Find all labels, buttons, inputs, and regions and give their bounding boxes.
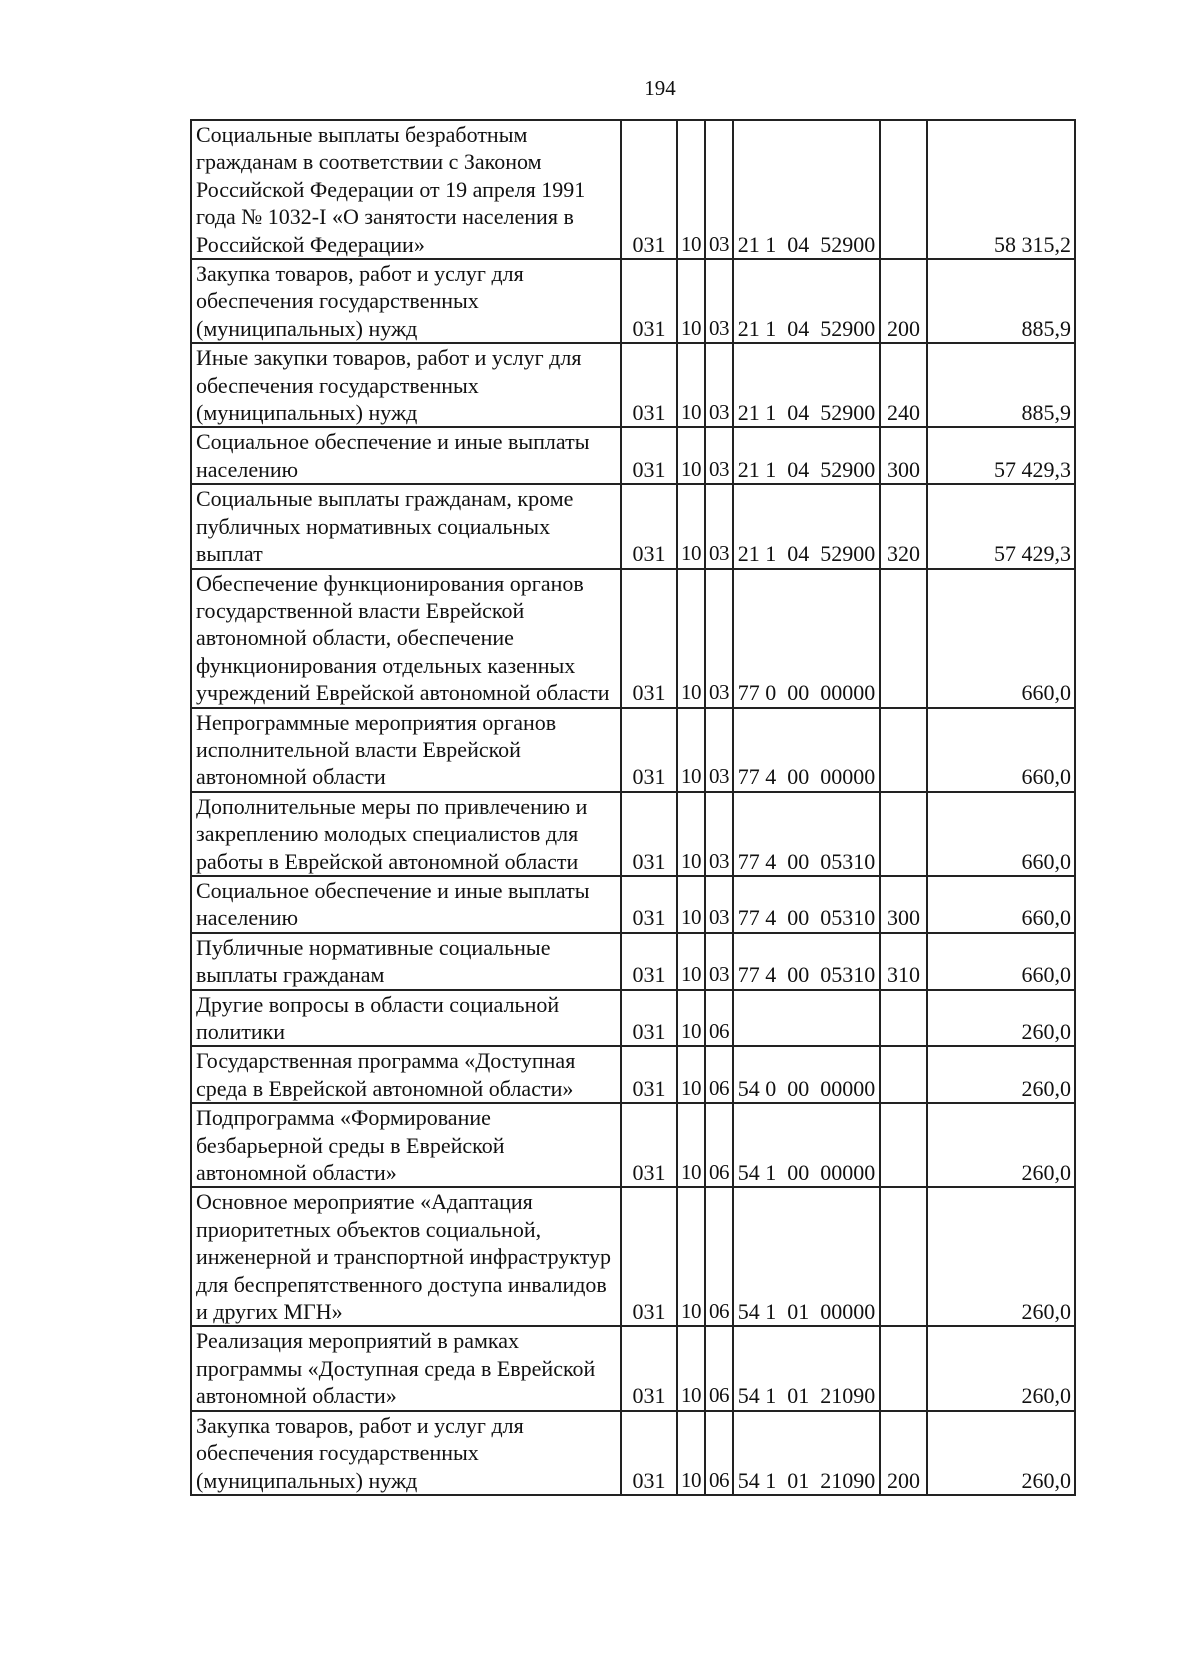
cell-target-code: 54 1 01 21090 — [733, 1326, 880, 1410]
cell-amount: 260,0 — [927, 990, 1075, 1047]
cell-subsection: 03 — [705, 876, 733, 933]
cell-ministry: 031 — [621, 343, 677, 427]
table-row — [191, 120, 1075, 259]
cell-ministry: 031 — [621, 484, 677, 568]
cell-expense-type — [880, 990, 927, 1047]
cell-ministry: 031 — [621, 1046, 677, 1103]
cell-section: 10 — [677, 933, 705, 990]
cell-target-code: 54 1 00 00000 — [733, 1103, 880, 1187]
table-row — [191, 484, 1075, 568]
cell-subsection: 03 — [705, 259, 733, 343]
cell-amount: 885,9 — [927, 343, 1075, 427]
page-number: 194 — [644, 76, 676, 100]
cell-ministry: 031 — [621, 792, 677, 876]
cell-section: 10 — [677, 876, 705, 933]
cell-expense-type — [880, 1326, 927, 1410]
cell-name: Иные закупки товаров, работ и услуг для обеспечения государственных (муниципальных) нужд — [191, 343, 621, 427]
cell-ministry: 031 — [621, 259, 677, 343]
cell-section: 10 — [677, 708, 705, 792]
cell-amount: 660,0 — [927, 876, 1075, 933]
cell-section: 10 — [677, 1046, 705, 1103]
cell-amount: 660,0 — [927, 569, 1075, 708]
cell-subsection: 03 — [705, 427, 733, 484]
cell-section: 10 — [677, 1326, 705, 1410]
cell-section: 10 — [677, 792, 705, 876]
table-row — [191, 708, 1075, 792]
cell-amount: 58 315,2 — [927, 120, 1075, 259]
cell-target-code: 77 4 00 00000 — [733, 708, 880, 792]
cell-subsection: 03 — [705, 484, 733, 568]
cell-name: Государственная программа «Доступная среда в Еврейской автономной области» — [191, 1046, 621, 1103]
cell-amount: 660,0 — [927, 708, 1075, 792]
table-row — [191, 933, 1075, 990]
cell-section: 10 — [677, 1187, 705, 1326]
table-row — [191, 343, 1075, 427]
cell-ministry: 031 — [621, 569, 677, 708]
cell-amount: 660,0 — [927, 933, 1075, 990]
table-row — [191, 792, 1075, 876]
cell-target-code: 21 1 04 52900 — [733, 120, 880, 259]
cell-ministry: 031 — [621, 990, 677, 1047]
cell-expense-type: 200 — [880, 1411, 927, 1495]
cell-expense-type: 300 — [880, 427, 927, 484]
cell-section: 10 — [677, 343, 705, 427]
cell-amount: 260,0 — [927, 1046, 1075, 1103]
cell-ministry: 031 — [621, 1326, 677, 1410]
cell-name: Публичные нормативные социальные выплаты гражданам — [191, 933, 621, 990]
cell-expense-type — [880, 1103, 927, 1187]
cell-ministry: 031 — [621, 708, 677, 792]
table-row — [191, 1046, 1075, 1103]
cell-ministry: 031 — [621, 1103, 677, 1187]
table-row — [191, 569, 1075, 708]
table-row — [191, 1326, 1075, 1410]
cell-subsection: 03 — [705, 569, 733, 708]
cell-amount: 260,0 — [927, 1411, 1075, 1495]
table-row — [191, 1411, 1075, 1495]
cell-ministry: 031 — [621, 120, 677, 259]
budget-table-body — [191, 120, 1075, 1495]
cell-expense-type — [880, 792, 927, 876]
cell-name: Социальное обеспечение и иные выплаты населению — [191, 876, 621, 933]
cell-expense-type — [880, 1187, 927, 1326]
cell-subsection: 03 — [705, 120, 733, 259]
cell-name: Закупка товаров, работ и услуг для обеспечения государственных (муниципальных) нужд — [191, 259, 621, 343]
cell-name: Другие вопросы в области социальной политики — [191, 990, 621, 1047]
table-row — [191, 990, 1075, 1047]
budget-table — [190, 119, 1076, 1496]
cell-amount: 57 429,3 — [927, 484, 1075, 568]
cell-section: 10 — [677, 259, 705, 343]
cell-name: Основное мероприятие «Адаптация приоритетных объектов социальной, инженерной и транспортной инфраструктур для беспрепятственного доступа инвалидов и других МГН» — [191, 1187, 621, 1326]
cell-subsection: 03 — [705, 708, 733, 792]
cell-target-code: 21 1 04 52900 — [733, 427, 880, 484]
cell-amount: 660,0 — [927, 792, 1075, 876]
cell-section: 10 — [677, 427, 705, 484]
cell-expense-type: 310 — [880, 933, 927, 990]
cell-expense-type — [880, 708, 927, 792]
cell-section: 10 — [677, 120, 705, 259]
cell-amount: 885,9 — [927, 259, 1075, 343]
table-row — [191, 1103, 1075, 1187]
cell-ministry: 031 — [621, 933, 677, 990]
cell-target-code: 77 4 00 05310 — [733, 876, 880, 933]
cell-amount: 260,0 — [927, 1326, 1075, 1410]
table-row — [191, 259, 1075, 343]
cell-name: Обеспечение функционирования органов государственной власти Еврейской автономной области, обеспечение функционирования отдельных казенных учреждений Еврейской автономной области — [191, 569, 621, 708]
cell-ministry: 031 — [621, 1187, 677, 1326]
cell-amount: 260,0 — [927, 1187, 1075, 1326]
cell-target-code: 21 1 04 52900 — [733, 343, 880, 427]
cell-target-code: 21 1 04 52900 — [733, 484, 880, 568]
table-row — [191, 876, 1075, 933]
cell-name: Непрограммные мероприятия органов исполнительной власти Еврейской автономной области — [191, 708, 621, 792]
cell-section: 10 — [677, 1411, 705, 1495]
cell-name: Социальное обеспечение и иные выплаты населению — [191, 427, 621, 484]
cell-subsection: 06 — [705, 990, 733, 1047]
cell-expense-type — [880, 120, 927, 259]
cell-target-code: 21 1 04 52900 — [733, 259, 880, 343]
cell-section: 10 — [677, 484, 705, 568]
cell-amount: 260,0 — [927, 1103, 1075, 1187]
cell-name: Социальные выплаты безработным гражданам в соответствии с Законом Российской Федерации от 19 апреля 1991 года № 1032-I «О занятости населения в Российской Федерации» — [191, 120, 621, 259]
cell-name: Социальные выплаты гражданам, кроме публичных нормативных социальных выплат — [191, 484, 621, 568]
cell-target-code — [733, 990, 880, 1047]
cell-subsection: 06 — [705, 1187, 733, 1326]
cell-expense-type — [880, 569, 927, 708]
cell-section: 10 — [677, 1103, 705, 1187]
cell-target-code: 54 0 00 00000 — [733, 1046, 880, 1103]
table-row — [191, 427, 1075, 484]
cell-expense-type: 300 — [880, 876, 927, 933]
cell-name: Закупка товаров, работ и услуг для обеспечения государственных (муниципальных) нужд — [191, 1411, 621, 1495]
cell-target-code: 54 1 01 00000 — [733, 1187, 880, 1326]
cell-expense-type: 320 — [880, 484, 927, 568]
cell-target-code: 54 1 01 21090 — [733, 1411, 880, 1495]
cell-target-code: 77 4 00 05310 — [733, 933, 880, 990]
cell-subsection: 03 — [705, 343, 733, 427]
cell-subsection: 03 — [705, 792, 733, 876]
cell-name: Дополнительные меры по привлечению и закреплению молодых специалистов для работы в Еврейской автономной области — [191, 792, 621, 876]
cell-subsection: 03 — [705, 933, 733, 990]
cell-section: 10 — [677, 569, 705, 708]
cell-amount: 57 429,3 — [927, 427, 1075, 484]
cell-ministry: 031 — [621, 427, 677, 484]
table-row — [191, 1187, 1075, 1326]
cell-target-code: 77 4 00 05310 — [733, 792, 880, 876]
cell-expense-type — [880, 1046, 927, 1103]
cell-ministry: 031 — [621, 876, 677, 933]
cell-expense-type: 240 — [880, 343, 927, 427]
cell-target-code: 77 0 00 00000 — [733, 569, 880, 708]
cell-name: Реализация мероприятий в рамках программы «Доступная среда в Еврейской автономной области» — [191, 1326, 621, 1410]
cell-subsection: 06 — [705, 1326, 733, 1410]
cell-expense-type: 200 — [880, 259, 927, 343]
cell-subsection: 06 — [705, 1103, 733, 1187]
cell-subsection: 06 — [705, 1411, 733, 1495]
cell-subsection: 06 — [705, 1046, 733, 1103]
cell-section: 10 — [677, 990, 705, 1047]
cell-name: Подпрограмма «Формирование безбарьерной среды в Еврейской автономной области» — [191, 1103, 621, 1187]
cell-ministry: 031 — [621, 1411, 677, 1495]
